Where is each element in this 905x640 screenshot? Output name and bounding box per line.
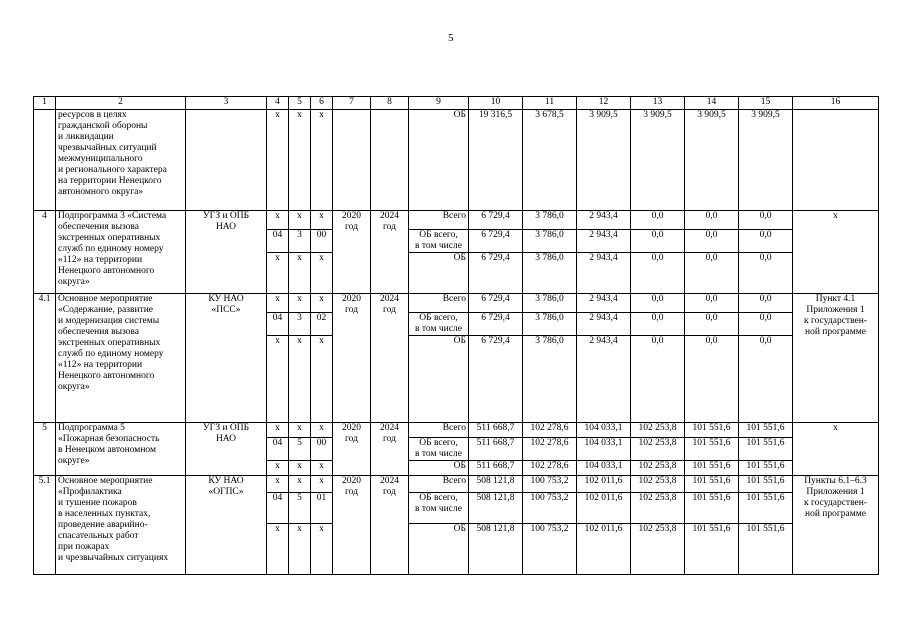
funding-value: 0,0 xyxy=(739,336,793,423)
funding-value: 100 753,2 xyxy=(523,493,577,524)
budget-code: х xyxy=(267,110,289,211)
funding-value: 6 729,4 xyxy=(469,313,523,336)
funding-source: Всего xyxy=(409,423,469,438)
funding-value: 2 943,4 xyxy=(577,211,631,230)
row-name: Основное мероприятие «Профилактика и тушение пожаров в населенных пунктах, проведение аварийно- спасательных работ при пожарах и чрезвычайных ситуациях xyxy=(56,476,186,575)
budget-code: х xyxy=(267,211,289,230)
header-cell: 6 xyxy=(311,97,333,110)
header-cell: 7 xyxy=(333,97,371,110)
funding-source: ОБ всего, в том числе xyxy=(409,313,469,336)
funding-value: 0,0 xyxy=(685,253,739,294)
funding-source: ОБ xyxy=(409,110,469,211)
funding-value: 0,0 xyxy=(685,230,739,253)
funding-source: ОБ xyxy=(409,253,469,294)
funding-value: 101 551,6 xyxy=(685,438,739,461)
header-row xyxy=(34,97,879,110)
header-cell: 8 xyxy=(371,97,409,110)
funding-value: 3 786,0 xyxy=(523,294,577,313)
header-cell: 4 xyxy=(267,97,289,110)
funding-source: Всего xyxy=(409,211,469,230)
row-executor: УГЗ и ОПБ НАО xyxy=(186,423,267,476)
funding-value: 3 786,0 xyxy=(523,313,577,336)
funding-source: ОБ xyxy=(409,336,469,423)
funding-value: 6 729,4 xyxy=(469,294,523,313)
row-note: Пункт 4.1 Приложения 1 к государствен- ной программе xyxy=(793,294,879,423)
funding-value: 0,0 xyxy=(685,313,739,336)
funding-value: 508 121,8 xyxy=(469,476,523,493)
budget-code: х xyxy=(289,476,311,493)
budget-code: х xyxy=(289,110,311,211)
funding-source: ОБ всего, в том числе xyxy=(409,230,469,253)
row-name: Подпрограмма 3 «Система обеспечения вызова экстренных оперативных служб по единому номеру «112» на территории Ненецкого автономного округа» xyxy=(56,211,186,294)
funding-value: 508 121,8 xyxy=(469,524,523,575)
budget-code: х xyxy=(267,524,289,575)
header-cell: 12 xyxy=(577,97,631,110)
header-cell: 2 xyxy=(56,97,186,110)
row-note: х xyxy=(793,423,879,476)
header-cell: 3 xyxy=(186,97,267,110)
funding-value: 511 668,7 xyxy=(469,461,523,476)
budget-code: 01 xyxy=(311,493,333,524)
funding-value: 104 033,1 xyxy=(577,461,631,476)
funding-value: 101 551,6 xyxy=(685,461,739,476)
budget-code: х xyxy=(289,211,311,230)
funding-value: 3 786,0 xyxy=(523,336,577,423)
row-number: 4.1 xyxy=(34,294,56,423)
funding-value: 102 011,6 xyxy=(577,524,631,575)
funding-value: 100 753,2 xyxy=(523,476,577,493)
funding-source: ОБ всего, в том числе xyxy=(409,493,469,524)
funding-value: 101 551,6 xyxy=(739,461,793,476)
funding-value: 2 943,4 xyxy=(577,253,631,294)
funding-source: Всего xyxy=(409,476,469,493)
funding-value: 511 668,7 xyxy=(469,423,523,438)
funding-source: ОБ xyxy=(409,461,469,476)
funding-value: 3 786,0 xyxy=(523,230,577,253)
budget-code: 04 xyxy=(267,313,289,336)
budget-code: 04 xyxy=(267,230,289,253)
funding-value: 0,0 xyxy=(739,253,793,294)
row-note: х xyxy=(793,211,879,294)
funding-value: 3 909,5 xyxy=(685,110,739,211)
funding-value: 2 943,4 xyxy=(577,294,631,313)
funding-value: 3 909,5 xyxy=(577,110,631,211)
header-cell: 16 xyxy=(793,97,879,110)
budget-code: 5 xyxy=(289,438,311,461)
start-year xyxy=(333,110,371,211)
funding-value: 511 668,7 xyxy=(469,438,523,461)
funding-value: 0,0 xyxy=(685,211,739,230)
budget-code: 3 xyxy=(289,313,311,336)
funding-value: 6 729,4 xyxy=(469,336,523,423)
funding-source: ОБ всего, в том числе xyxy=(409,438,469,461)
budget-code: х xyxy=(311,336,333,423)
funding-value: 0,0 xyxy=(631,253,685,294)
funding-value: 104 033,1 xyxy=(577,423,631,438)
budget-code: х xyxy=(311,461,333,476)
funding-value: 101 551,6 xyxy=(739,493,793,524)
budget-code: х xyxy=(289,461,311,476)
budget-code: х xyxy=(311,524,333,575)
budget-code: х xyxy=(289,524,311,575)
page-number: 5 xyxy=(448,32,454,44)
end-year xyxy=(371,110,409,211)
budget-code: х xyxy=(267,476,289,493)
budget-code: х xyxy=(311,476,333,493)
row-number xyxy=(34,110,56,211)
funding-value: 0,0 xyxy=(685,336,739,423)
funding-value: 3 678,5 xyxy=(523,110,577,211)
funding-value: 102 011,6 xyxy=(577,493,631,524)
funding-value: 0,0 xyxy=(631,294,685,313)
funding-value: 3 909,5 xyxy=(739,110,793,211)
funding-value: 104 033,1 xyxy=(577,438,631,461)
funding-value: 6 729,4 xyxy=(469,230,523,253)
end-year: 2024 год xyxy=(371,423,409,476)
budget-code: х xyxy=(311,253,333,294)
header-cell: 13 xyxy=(631,97,685,110)
funding-value: 3 909,5 xyxy=(631,110,685,211)
row-name: Основное мероприятие «Содержание, развитие и модернизация системы обеспечения вызова экстренных оперативных служб по единому номеру «112» на территории Ненецкого автономного округа» xyxy=(56,294,186,423)
funding-value: 6 729,4 xyxy=(469,211,523,230)
start-year: 2020 год xyxy=(333,476,371,575)
header-cell: 5 xyxy=(289,97,311,110)
budget-code: 3 xyxy=(289,230,311,253)
budget-code: 5 xyxy=(289,493,311,524)
table-row xyxy=(34,423,879,438)
row-number: 5.1 xyxy=(34,476,56,575)
funding-value: 3 786,0 xyxy=(523,253,577,294)
funding-value: 0,0 xyxy=(631,211,685,230)
budget-code: 04 xyxy=(267,493,289,524)
funding-value: 0,0 xyxy=(631,313,685,336)
budget-code: 00 xyxy=(311,438,333,461)
funding-source: Всего xyxy=(409,294,469,313)
start-year: 2020 год xyxy=(333,294,371,423)
budget-code: х xyxy=(311,423,333,438)
table-row xyxy=(34,476,879,493)
funding-value: 0,0 xyxy=(631,336,685,423)
end-year: 2024 год xyxy=(371,294,409,423)
funding-value: 101 551,6 xyxy=(685,476,739,493)
funding-value: 102 278,6 xyxy=(523,423,577,438)
budget-code: х xyxy=(311,110,333,211)
budget-code: х xyxy=(289,423,311,438)
funding-value: 100 753,2 xyxy=(523,524,577,575)
budget-code: х xyxy=(267,461,289,476)
funding-value: 6 729,4 xyxy=(469,253,523,294)
start-year: 2020 год xyxy=(333,211,371,294)
row-number: 5 xyxy=(34,423,56,476)
funding-value: 102 278,6 xyxy=(523,438,577,461)
header-cell: 15 xyxy=(739,97,793,110)
budget-code: 04 xyxy=(267,438,289,461)
end-year: 2024 год xyxy=(371,211,409,294)
funding-value: 102 253,8 xyxy=(631,524,685,575)
budget-code: х xyxy=(289,336,311,423)
budget-code: х xyxy=(289,294,311,313)
funding-value: 0,0 xyxy=(739,211,793,230)
funding-value: 102 253,8 xyxy=(631,423,685,438)
header-cell: 10 xyxy=(469,97,523,110)
budget-code: х xyxy=(267,423,289,438)
budget-code: х xyxy=(289,253,311,294)
funding-value: 101 551,6 xyxy=(739,476,793,493)
funding-value: 101 551,6 xyxy=(685,423,739,438)
funding-value: 102 253,8 xyxy=(631,461,685,476)
row-name: ресурсов в целях гражданской обороны и ликвидации чрезвычайных ситуаций межмуниципального и регионального характера на территории Ненецкого автономного округа» xyxy=(56,110,186,211)
funding-value: 102 011,6 xyxy=(577,476,631,493)
end-year: 2024 год xyxy=(371,476,409,575)
funding-value: 0,0 xyxy=(631,230,685,253)
funding-value: 102 253,8 xyxy=(631,438,685,461)
table-row xyxy=(34,294,879,313)
header-cell: 11 xyxy=(523,97,577,110)
funding-value: 101 551,6 xyxy=(739,524,793,575)
budget-code: х xyxy=(311,294,333,313)
row-executor: КУ НАО «ПСС» xyxy=(186,294,267,423)
row-name: Подпрограмма 5 «Пожарная безопасность в Ненецком автономном округе» xyxy=(56,423,186,476)
row-note: Пункты 6.1–6.3 Приложения 1 к государствен- ной программе xyxy=(793,476,879,575)
funding-value: 101 551,6 xyxy=(739,438,793,461)
budget-code: х xyxy=(267,253,289,294)
funding-value: 2 943,4 xyxy=(577,336,631,423)
row-note xyxy=(793,110,879,211)
budget-code: х xyxy=(267,336,289,423)
table-row xyxy=(34,211,879,230)
funding-value: 102 253,8 xyxy=(631,493,685,524)
funding-value: 0,0 xyxy=(739,230,793,253)
row-executor: КУ НАО «ОГПС» xyxy=(186,476,267,575)
funding-source: ОБ xyxy=(409,524,469,575)
row-number: 4 xyxy=(34,211,56,294)
budget-code: х xyxy=(267,294,289,313)
funding-value: 102 278,6 xyxy=(523,461,577,476)
table-row xyxy=(34,110,879,211)
program-table xyxy=(33,96,879,575)
funding-value: 2 943,4 xyxy=(577,230,631,253)
funding-value: 101 551,6 xyxy=(739,423,793,438)
header-cell: 14 xyxy=(685,97,739,110)
funding-value: 101 551,6 xyxy=(685,524,739,575)
funding-value: 101 551,6 xyxy=(685,493,739,524)
budget-code: х xyxy=(311,211,333,230)
budget-code: 02 xyxy=(311,313,333,336)
budget-code: 00 xyxy=(311,230,333,253)
funding-value: 19 316,5 xyxy=(469,110,523,211)
header-cell: 9 xyxy=(409,97,469,110)
funding-value: 0,0 xyxy=(685,294,739,313)
start-year: 2020 год xyxy=(333,423,371,476)
funding-value: 3 786,0 xyxy=(523,211,577,230)
funding-value: 0,0 xyxy=(739,294,793,313)
funding-value: 102 253,8 xyxy=(631,476,685,493)
row-executor xyxy=(186,110,267,211)
funding-value: 0,0 xyxy=(739,313,793,336)
row-executor: УГЗ и ОПБ НАО xyxy=(186,211,267,294)
funding-value: 2 943,4 xyxy=(577,313,631,336)
funding-value: 508 121,8 xyxy=(469,493,523,524)
header-cell: 1 xyxy=(34,97,56,110)
